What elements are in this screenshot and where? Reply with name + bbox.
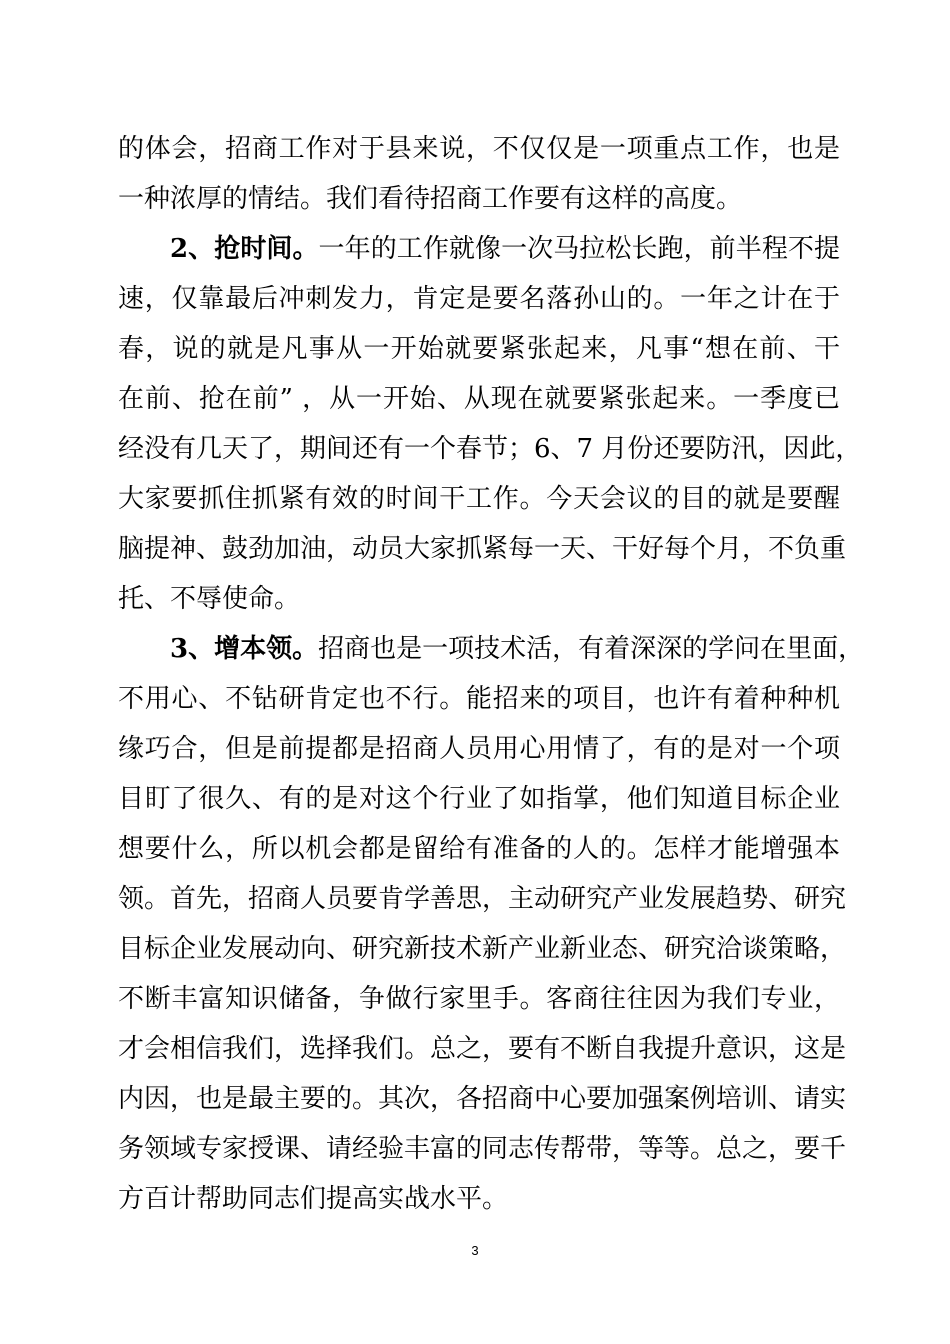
paragraph-line: 脑提神、鼓劲加油，动员大家抓紧每一天、干好每个月，不负重	[118, 534, 847, 564]
page-number: 3	[471, 1243, 479, 1258]
document-body	[118, 124, 865, 1224]
paragraph-text: 招商也是一项技术活，有着深深的学问在里面，	[318, 634, 865, 664]
paragraph-line: 速，仅靠最后冲刺发力，肯定是要名落孙山的。一年之计在于	[118, 284, 840, 314]
paragraph-line: 领。首先，招商人员要肯学善思，主动研究产业发展趋势、研究	[118, 884, 847, 914]
paragraph-line: 大家要抓住抓紧有效的时间干工作。今天会议的目的就是要醒	[118, 484, 840, 514]
paragraph-line: 方百计帮助同志们提高实战水平。	[118, 1184, 509, 1214]
paragraph-line: 不断丰富知识储备，争做行家里手。客商往往因为我们专业，	[118, 984, 840, 1014]
paragraph-line: 一种浓厚的情结。我们看待招商工作要有这样的高度。	[118, 184, 743, 214]
paragraph-line: 目标企业发展动向、研究新技术新产业新业态、研究洽谈策略，	[118, 934, 847, 964]
paragraph-line: 春，说的就是凡事从一开始就要紧张起来，凡事“想在前、干	[118, 334, 840, 364]
section-heading: 2、抢时间。	[170, 234, 319, 264]
paragraph-line: 在前、抢在前” ，从一开始、从现在就要紧张起来。一季度已	[118, 384, 840, 414]
paragraph-line: 目盯了很久、有的是对这个行业了如指掌，他们知道目标企业	[118, 784, 840, 814]
paragraph-line: 缘巧合，但是前提都是招商人员用心用情了，有的是对一个项	[118, 734, 840, 764]
paragraph-line: 托、不辱使命。	[118, 584, 301, 614]
paragraph-line: 务领域专家授课、请经验丰富的同志传帮带，等等。总之，要千	[118, 1134, 847, 1164]
section-3-first-line	[118, 624, 865, 674]
paragraph-line: 才会相信我们，选择我们。总之，要有不断自我提升意识，这是	[118, 1034, 847, 1064]
paragraph-line: 内因，也是最主要的。其次，各招商中心要加强案例培训、请实	[118, 1084, 847, 1114]
paragraph-line: 的体会，招商工作对于县来说，不仅仅是一项重点工作，也是	[118, 134, 840, 164]
section-2-first-line	[118, 224, 840, 274]
paragraph-text: 一年的工作就像一次马拉松长跑，前半程不提	[318, 234, 840, 264]
paragraph-line: 不用心、不钻研肯定也不行。能招来的项目，也许有着种种机	[118, 684, 840, 714]
section-heading: 3、增本领。	[170, 634, 319, 664]
paragraph-line: 想要什么，所以机会都是留给有准备的人的。怎样才能增强本	[118, 834, 840, 864]
paragraph-line: 经没有几天了，期间还有一个春节；6、7 月份还要防汛，因此，	[118, 434, 862, 464]
